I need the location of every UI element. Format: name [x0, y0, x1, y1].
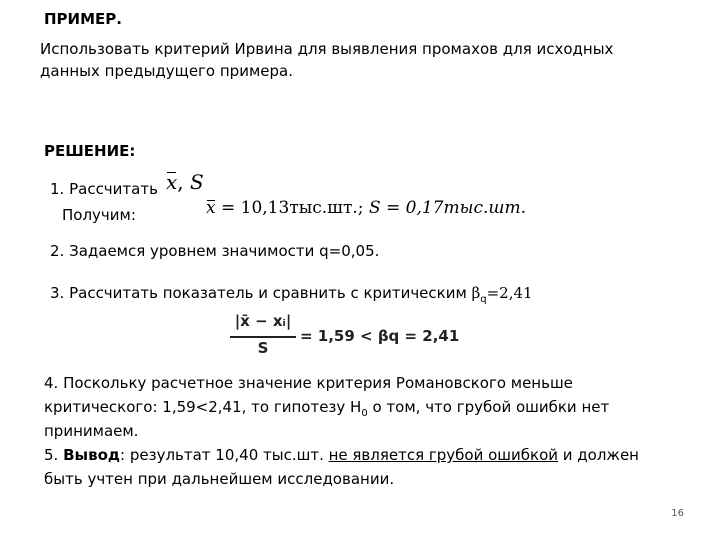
- task-line-2: данных предыдущего примера.: [40, 62, 293, 80]
- task-line-1: Использовать критерий Ирвина для выявления промахов для исходных: [40, 40, 614, 58]
- conclusion-line-1: 4. Поскольку расчетное значение критерия Романовского меньше: [44, 374, 573, 392]
- solution-heading: РЕШЕНИЕ:: [44, 142, 136, 160]
- step1-formula: x = 10,13тыс.шт.; S = 0,17тыс.шт.: [206, 198, 527, 218]
- step3-text: 3. Рассчитать показатель и сравнить с критическим: [50, 284, 467, 302]
- fraction-denominator: S: [257, 339, 269, 357]
- fraction-result: = 1,59 < βq = 2,41: [300, 327, 460, 345]
- beta-symbol: β: [471, 284, 481, 302]
- fraction-bar: [230, 336, 296, 338]
- step1-result-label: Получим:: [62, 206, 136, 224]
- x-bar-symbol-2: x: [206, 198, 216, 218]
- page-number: 16: [671, 508, 684, 519]
- final-line-2: быть учтен при дальнейшем исследовании.: [44, 470, 395, 488]
- conclusion-line-2: критического: 1,59<2,41, то гипотезу $H_0$ о том, что грубой ошибки нет: [44, 398, 610, 419]
- final-bold-word: Вывод: [63, 446, 121, 464]
- irwin-fraction: [228, 312, 298, 358]
- underlined-phrase: не является грубой ошибкой: [328, 446, 559, 464]
- step1-variables: x, S: [166, 170, 204, 194]
- final-line-1: 5. Вывод: результат 10,40 тыс.шт. не является грубой ошибкой и должен: [44, 446, 639, 464]
- x-bar-symbol: x: [166, 170, 178, 194]
- step3-line: 3. Рассчитать показатель и сравнить с критическим $\beta_q=2,41$: [50, 284, 533, 305]
- conclusion-line-3: принимаем.: [44, 422, 139, 440]
- fraction-numerator: |x̄ − xᵢ|: [234, 312, 292, 330]
- slide-heading: ПРИМЕР.: [44, 10, 122, 28]
- critical-value: =2,41: [486, 284, 533, 302]
- step2-text: 2. Задаемся уровнем значимости q=0,05.: [50, 242, 380, 260]
- step1-label: 1. Рассчитать: [50, 180, 158, 198]
